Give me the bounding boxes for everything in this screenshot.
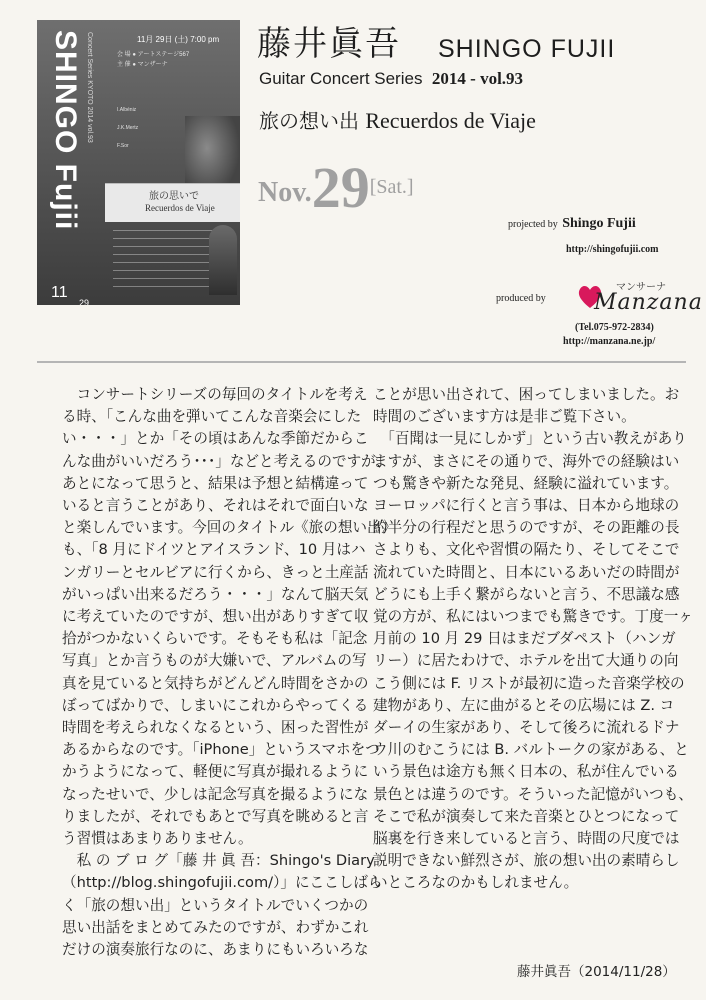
concert-title-en: Recuerdos de Viaje (365, 108, 536, 133)
essay-line: も、「8 月にドイツとアイスランド、10 月はハ (62, 541, 366, 559)
essay-line: こう側には F. リストが最初に造った音楽学校の (373, 674, 685, 692)
essay-line: ダーイの生家があり、そして後ろに流れるドナ (373, 719, 680, 737)
flyer-program-item: I.Albéniz (117, 107, 137, 113)
essay-line: 私 の ブ ロ グ「藤 井 眞 吾：Shingo's Diary (62, 852, 375, 870)
essay-line: リー）に居たわけで、ホテルを出て大通りの向 (373, 652, 679, 670)
parliament-dome-image (209, 225, 237, 295)
producer-tel: (Tel.075-972-2834) (575, 322, 654, 333)
essay-line: 思い出話をまとめてみたのですが、わずかこれ (62, 918, 369, 936)
produced-label: produced by (496, 293, 546, 304)
essay-line: んな曲がいいだろう･･･」などと考えるのですが、 (62, 452, 391, 470)
essay-line: 建物があり、左に曲がるとその広場には Z. コ (373, 696, 675, 714)
essay-line: う習慣はあまりありません。 (62, 830, 253, 848)
flyer-program-item: F.Sor (117, 143, 129, 149)
header-divider (37, 361, 686, 363)
signature: 藤井眞吾（2014/11/28） (517, 964, 676, 980)
flyer-organizer: 主 催 ● マンザーナ (117, 62, 168, 68)
logo-text: Manzana (594, 290, 703, 315)
essay-line: かうようになって、軽便に写真が撮れるように (62, 763, 369, 781)
flyer-vertical-subtitle: Concert Series KYOTO 2014 vol.93 (86, 32, 93, 143)
essay-line: ヨーロッパに行くと言う事は、日本から地球の (373, 497, 680, 515)
essay-column-left (62, 384, 396, 961)
performer-name-en: SHINGO FUJII (438, 35, 616, 63)
essay-line: ますが、まさにその通りで、海外での経験はい (373, 452, 680, 470)
essay-line: 流れていた時間と、日本にいるあいだの時間が (373, 563, 680, 581)
essay-line: コンサートシリーズの毎回のタイトルを考え (62, 386, 368, 403)
essay-line: 「百聞は一見にしかず」という古い教えがあり (373, 430, 687, 448)
essay-line: く「旅の想い出」というタイトルでいくつかの (62, 896, 369, 914)
essay-line: 写真」とか言うものが大嫌いで、アルバムの写 (62, 652, 367, 670)
projected-name: Shingo Fujii (562, 216, 636, 231)
manzana-logo (576, 278, 703, 318)
essay-line: いう景色は途方も無く日本の、私が住んでいる (373, 763, 679, 781)
flyer-banner-title-en: Recuerdos de Viaje (145, 203, 215, 213)
logo-kana: マンサーナ (616, 282, 666, 293)
essay-line: ウ川のむこうには B. バルトークの家がある、と (373, 741, 689, 759)
essay-line: 時間のございます方は是非ご覧下さい。 (373, 408, 636, 426)
flyer-date: 11月 29日 (土) 7:00 pm (137, 35, 220, 44)
concert-title (259, 108, 536, 134)
concert-date (258, 155, 414, 220)
producer-link[interactable]: http://manzana.ne.jp/ (563, 336, 656, 347)
essay-line: つも驚きや新たな発見、経験に溢れています。 (373, 474, 679, 492)
essay-line: なったせいで、少しは記念写真を撮るようにな (62, 785, 369, 803)
flyer-vertical-title: SHINGO Fujii (49, 30, 82, 231)
essay-line: がいっぱい出来るだろう・・・」なんて脳天気 (62, 585, 369, 603)
essay-line: いると言うことがあり、それはそれで面白いな (62, 497, 369, 515)
essay-line: ぼってばかりで、しまいにこれからやってくる (62, 696, 369, 714)
date-month: Nov. (258, 177, 312, 208)
concert-title-jp: 旅の想い出 (259, 109, 359, 133)
date-day: 29 (311, 155, 370, 220)
performer-name-jp: 藤井眞吾 (257, 24, 401, 64)
essay-line: 月前の 10 月 29 日はまだブダペスト（ハンガ (373, 630, 676, 648)
essay-line: い・・・」とか「その頃はあんな季節だからこ (62, 430, 369, 448)
essay-line: 景色とは違うのです。そういった記憶がいつも、 (373, 785, 693, 803)
essay-line: どうにも上手く繋がらないと言う、不思議な感 (373, 585, 680, 603)
essay-line: あるからなのです。「iPhone」というスマホをつ (62, 741, 380, 759)
essay-line: 約半分の行程だと思うのですが、その距離の長 (373, 519, 680, 537)
essay-line: 時間を考えられなくなるという、困った習性が (62, 719, 369, 737)
essay-column-right (373, 384, 693, 895)
essay-line: さよりも、文化や習慣の隔たり、そしてそこで (373, 541, 680, 559)
essay-line: と楽しんでいます。今回のタイトル《旅の想い出》 (62, 519, 397, 537)
essay-line: （http://blog.shingofujii.com/）」にここしばら (62, 874, 383, 892)
series-volume: 2014 - vol.93 (431, 69, 524, 88)
flyer-banner-title-jp: 旅の思いで (149, 191, 199, 202)
essay-line: りましたが、それでもあとで写真を眺めると言 (62, 807, 369, 825)
essay-line: あとになって思うと、結果は予想と結構違って (62, 474, 369, 492)
flyer-thumbnail (37, 20, 240, 305)
essay-line: 脳裏を行き来していると言う、時間の尺度では (373, 830, 680, 848)
essay-line: 真を見ていると気持ちがどんどん時間をさかの (62, 674, 369, 692)
essay-line: る時、「こんな曲を弾いてこんな音楽会にした (62, 408, 362, 426)
website-link[interactable]: http://shingofujii.com (566, 244, 659, 255)
flyer-day-small: 29. (79, 298, 92, 305)
series-line (259, 68, 523, 90)
essay-line: ンガリーとセルビアに行くから、きっと土産話 (62, 563, 369, 581)
flyer-day-big: 11 (51, 284, 68, 301)
flyer-program-item: J.K.Mertz (117, 125, 139, 131)
essay-line: 覚の方が、私にはいつまでも驚きです。丁度一ヶ (373, 608, 693, 626)
flyer-venue-block (117, 50, 189, 70)
essay-line: だけの演奏旅行なのに、あまりにもいろいろな (62, 941, 369, 959)
series-name: Guitar Concert Series (259, 69, 423, 88)
essay-line: 拾がつかないくらいです。そもそも私は「記念 (62, 630, 368, 648)
essay-line: いところなのかもしれません。 (373, 874, 579, 892)
essay-line: 説明できない鮮烈さが、旅の想い出の素晴らし (373, 852, 680, 870)
flyer-text-block (113, 230, 223, 290)
projected-by (508, 216, 636, 232)
flyer-venue: 会 場 ● アートステージ567 (117, 52, 190, 58)
essay-line: ことが思い出されて、困ってしまいました。お (373, 386, 680, 403)
essay-line: に考えていたのですが、想い出がありすぎて収 (62, 608, 369, 626)
flyer-program (117, 106, 187, 150)
essay-line: そこで私が演奏して来た音楽とひとつになって (373, 807, 680, 825)
projected-label: projected by (508, 219, 558, 230)
date-weekday: [Sat.] (369, 176, 414, 198)
